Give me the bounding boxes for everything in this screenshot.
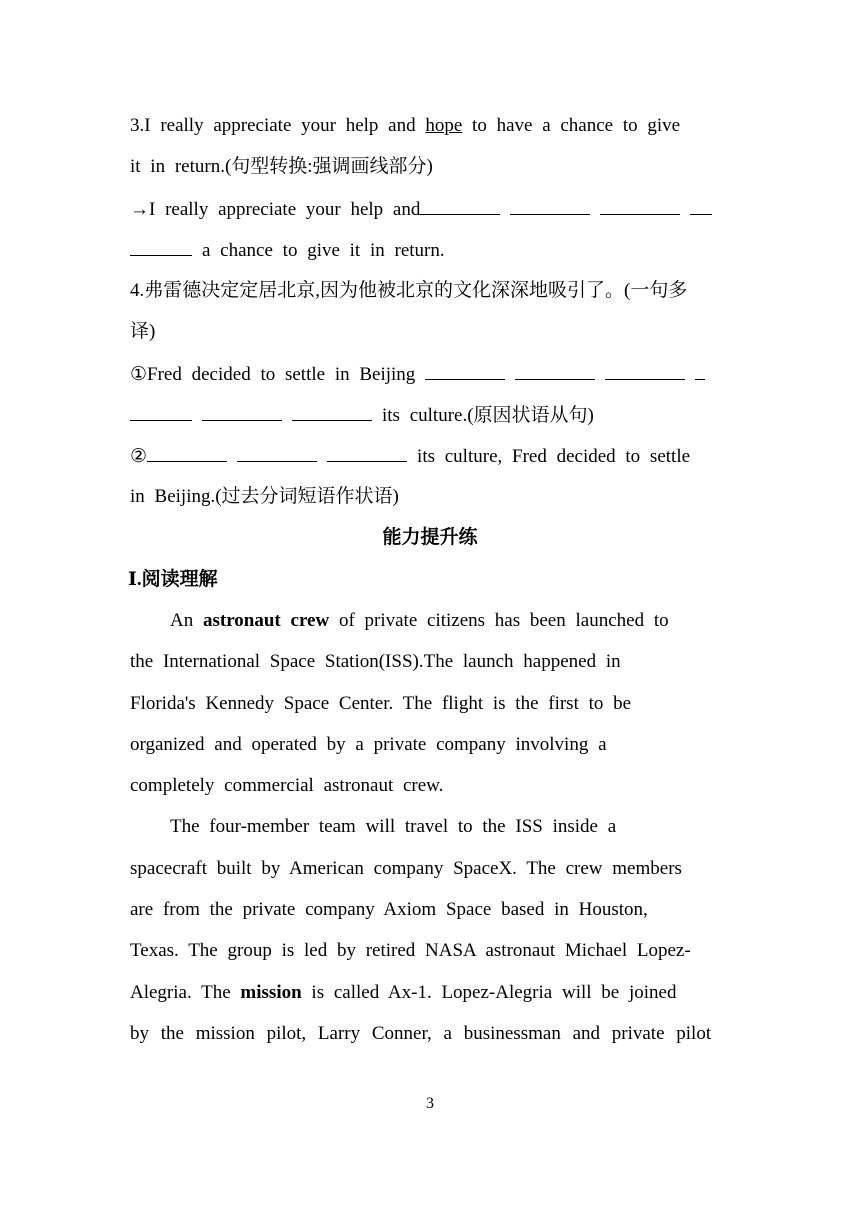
q3-answer-line-2: a chance to give it in return. xyxy=(130,238,445,263)
section-title: 能力提升练 xyxy=(382,527,478,548)
passage-p1-line-1: An astronaut crew of private citizens has been launched to xyxy=(170,610,669,631)
q4-option-2-line-1: ② its culture, Fred decided to settle xyxy=(130,446,691,467)
bold-term: astronaut crew xyxy=(202,610,330,631)
passage-p2-line-3: are from the private company Axiom Space based in Houston, xyxy=(130,899,648,920)
q4-line-2: 译) xyxy=(130,321,156,342)
passage-p2-line-4: Texas. The group is led by retired NASA astronaut Michael Lopez- xyxy=(130,940,691,961)
answer-blank[interactable] xyxy=(292,403,372,421)
q4-line-1: 4.弗雷德决定定居北京,因为他被北京的文化深深地吸引了。(一句多 xyxy=(130,280,688,301)
passage-p2-line-6: by the mission pilot, Larry Conner, a businessman and private pilot xyxy=(130,1023,712,1044)
q3-answer-line-1: →I really appreciate your help and xyxy=(130,197,712,222)
answer-blank[interactable] xyxy=(515,362,595,380)
answer-blank[interactable] xyxy=(420,197,500,215)
q4-option-1-line-2: its culture.(原因状语从句) xyxy=(130,403,594,428)
answer-blank[interactable] xyxy=(600,197,680,215)
passage-p2-line-1: The four-member team will travel to the ISS inside a xyxy=(170,816,617,837)
passage-p2-line-5: Alegria. The mission is called Ax-1. Lopez-Alegria will be joined xyxy=(130,982,677,1003)
q4-option-2-line-2: in Beijing.(过去分词短语作状语) xyxy=(130,486,399,507)
q3-line-1: 3.I really appreciate your help and hope to have a chance to give xyxy=(130,115,681,136)
q4-option-1-line-1: ①Fred decided to settle in Beijing xyxy=(130,362,705,387)
passage-p2-line-2: spacecraft built by American company SpaceX. The crew members xyxy=(130,858,682,879)
passage-p1-line-5: completely commercial astronaut crew. xyxy=(130,775,444,796)
passage-p1-line-2: the International Space Station(ISS).The launch happened in xyxy=(130,651,621,672)
answer-blank[interactable] xyxy=(327,444,407,462)
answer-blank[interactable] xyxy=(202,403,282,421)
passage-p1-line-4: organized and operated by a private company involving a xyxy=(130,734,607,755)
answer-blank[interactable] xyxy=(510,197,590,215)
answer-blank[interactable] xyxy=(147,444,227,462)
underlined-word: hope xyxy=(425,115,463,136)
answer-blank[interactable] xyxy=(605,362,685,380)
answer-blank[interactable] xyxy=(695,362,705,380)
passage-p1-line-3: Florida's Kennedy Space Center. The flight is the first to be xyxy=(130,693,632,714)
answer-blank[interactable] xyxy=(425,362,505,380)
answer-blank[interactable] xyxy=(690,197,712,215)
subsection-title: Ⅰ.阅读理解 xyxy=(128,569,218,590)
page-number: 3 xyxy=(426,1095,434,1112)
answer-blank[interactable] xyxy=(130,238,192,256)
bold-term: mission xyxy=(240,982,302,1003)
answer-blank[interactable] xyxy=(237,444,317,462)
answer-blank[interactable] xyxy=(130,403,192,421)
q3-line-2: it in return.(句型转换:强调画线部分) xyxy=(130,156,433,177)
